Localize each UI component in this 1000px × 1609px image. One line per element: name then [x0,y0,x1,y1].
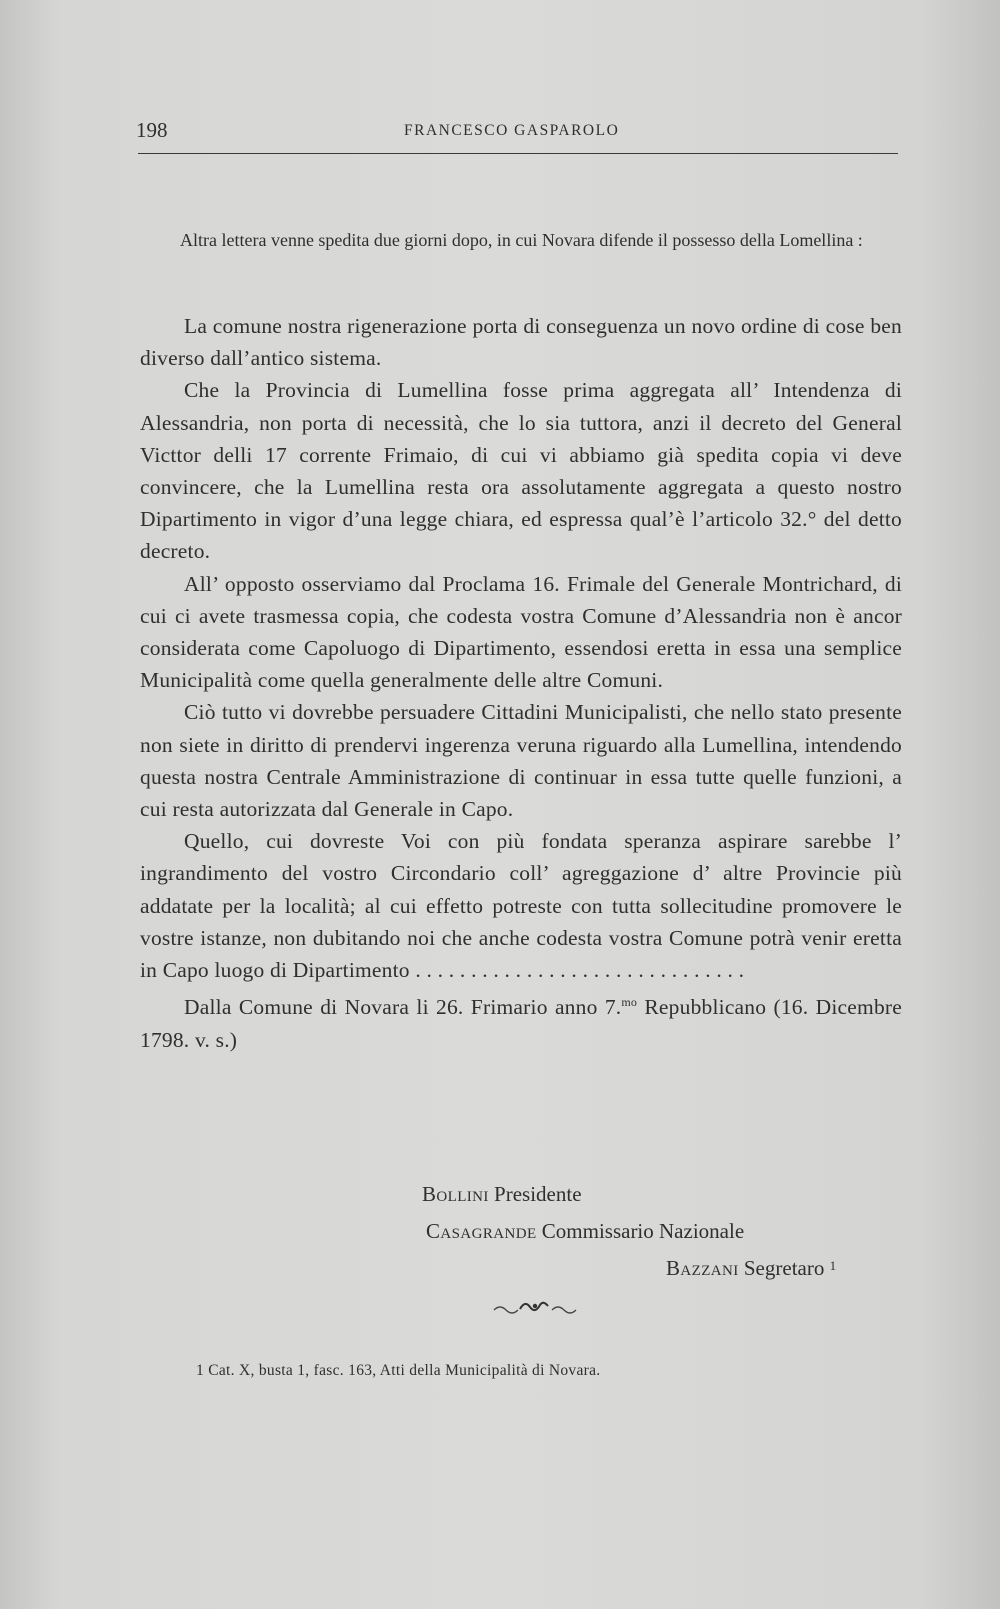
signatory-role: Commissario Nazionale [541,1219,745,1243]
footnote: 1 Cat. X, busta 1, fasc. 163, Atti della Municipalità di Novara. [196,1362,601,1379]
page-number: 198 [136,118,168,142]
signature-block [140,1176,902,1287]
page-header [136,118,896,148]
letter-paragraph: Quello, cui dovreste Voi con più fondata speranza aspirare sarebbe l’ ingrandimento del vostro Circondario coll’ agreggazione d’ altre Provincie più addatate per la località; al cui effetto potreste con tutta sollecitudine promovere le vostre istanze, non dubitando noi che anche codesta vostra Comune potrà venir eretta in Capo luogo di Dipartimento . . . . . . . . . . . . . . . . . . . . . . . . . . . . . . [140,829,902,983]
letter-paragraph: Ciò tutto vi dovrebbe persuadere Cittadini Municipalisti, che nello stato presente non siete in diritto di prendervi ingerenza veruna riguardo alla Lumellina, intendendo questa nostra Centrale Amministrazione di continuar in essa tutte quelle funzioni, a cui resta autorizzata dal Generale in Capo. [140,700,902,822]
footnote-reference: 1 [829,1258,837,1273]
signatory-name: Bollini [422,1182,489,1206]
signatory-name: Bazzani [666,1256,739,1280]
letter-paragraph: All’ opposto osserviamo dal Proclama 16. Frimale del Generale Montrichard, di cui ci avete trasmessa copia, che codesta vostra Comune d’Alessandria non è ancor considerata come Capoluogo di Dipartimento, essendosi eretta in essa una semplice Municipalità come quella generalmente delle altre Comuni. [140,571,902,693]
signatory-role: Segretaro [743,1256,825,1280]
ordinal-suffix: mo [621,995,638,1010]
signature-line [140,1176,902,1213]
signature-line [140,1213,902,1250]
letter-closing: Dalla Comune di Novara li 26. Frimario anno 7.$^{mo}$ Repubblicano (16. Dicembre 1798. v. s.) [140,995,902,1052]
letter-paragraph: Che la Provincia di Lumellina fosse prima aggregata all’ Intendenza di Alessandria, non porta di necessità, che lo sia tuttora, anzi il decreto del General Victtor delli 17 corrente Frimaio, di cui vi abbiamo già spedita copia vi deve convincere, che la Lumellina resta ora assolutamente aggregata a questo nostro Dipartimento in vigor d’una legge chiara, ed espressa qual’è l’articolo 32.° del detto decreto. [140,378,902,564]
letter-body [140,310,902,1056]
intro-paragraph: Altra lettera venne spedita due giorni dopo, in cui Novara difende il possesso della Lomellina : [180,230,863,250]
signature-line [140,1250,902,1287]
header-rule [138,153,898,154]
letter-paragraph: La comune nostra rigenerazione porta di conseguenza un novo ordine di cose ben diverso dall’antico sistema. [140,314,902,371]
running-title: FRANCESCO GASPAROLO [404,122,620,139]
ornament-divider-icon [490,1296,580,1320]
signatory-role: Presidente [494,1182,582,1206]
signatory-name: Casagrande [426,1219,537,1243]
